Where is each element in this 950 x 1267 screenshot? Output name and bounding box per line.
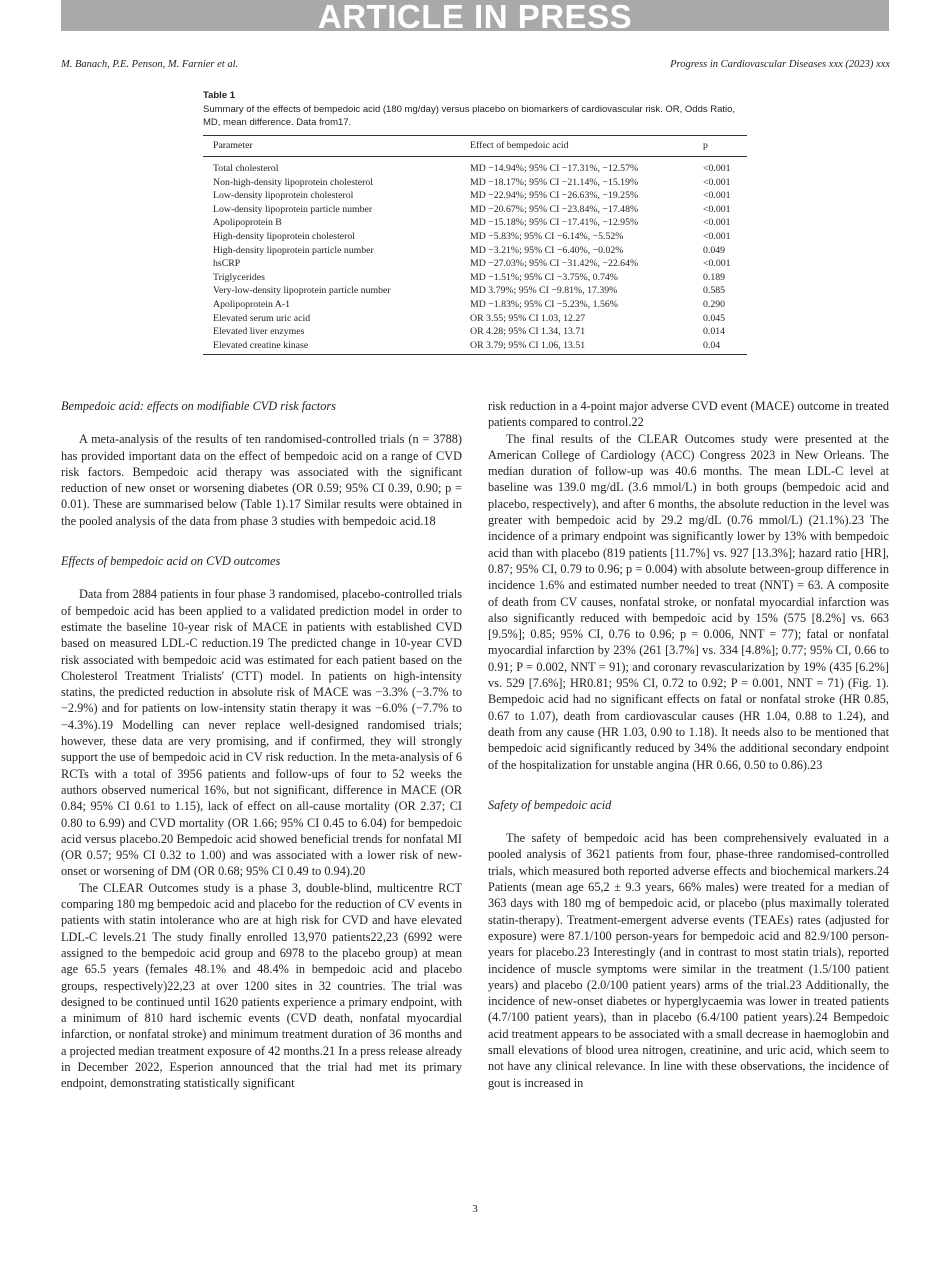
- cell-effect: MD −20.67%; 95% CI −23.84%, −17.48%: [470, 203, 639, 215]
- table-row: [203, 325, 747, 339]
- cell-parameter: Total cholesterol: [213, 163, 279, 174]
- table-1: [203, 90, 747, 355]
- table-row: [203, 257, 747, 271]
- cell-effect: MD −1.51%; 95% CI −3.75%, 0.74%: [470, 271, 618, 283]
- cell-effect: MD −5.83%; 95% CI −6.14%, −5.52%: [470, 230, 624, 242]
- paragraph: risk reduction in a 4-point major adverse CVD event (MACE) outcome in treated patients compared to control.22: [488, 399, 889, 430]
- cell-parameter: Triglycerides: [213, 271, 265, 283]
- cell-effect: OR 3.55; 95% CI 1.03, 12.27: [470, 312, 586, 324]
- cell-p: <0.001: [703, 258, 731, 270]
- left-column: [61, 398, 462, 1092]
- cell-parameter: Elevated serum uric acid: [213, 312, 311, 324]
- header-parameter: Parameter: [203, 136, 470, 157]
- table-row: [203, 230, 747, 244]
- table-row: [203, 298, 747, 312]
- table-row: [203, 284, 747, 298]
- cell-parameter: Very-low-density lipoprotein particle number: [213, 285, 391, 297]
- header-p: p: [703, 136, 747, 157]
- header-effect: Effect of bempedoic acid: [470, 136, 703, 157]
- cell-parameter: Non-high-density lipoprotein cholesterol: [213, 176, 373, 188]
- cell-p: <0.001: [703, 163, 731, 174]
- cell-p: 0.290: [703, 298, 726, 310]
- paragraph: The CLEAR Outcomes study is a phase 3, double-blind, multicentre RCT comparing 180 mg bempedoic acid and placebo for the reduction of CV events in patients with statin intolerance who are at high risk for CVD and have elevated LDL-C levels.21 The study finally enrolled 13,970 patients22,23 (6992 were assigned to the bempedoic acid group and 6978 to the placebo group) at mean age 65.5 years (females 48.1% and 48.4% in bempedoic acid and placebo groups, respectively)22,23 at over 1200 sites in 32 countries. The trial was designed to be continued until 1620 patients experience a primary endpoint, with a minimum of 810 hard ischemic events (CVD death, nonfatal myocardial infarction, or nonfatal stroke) and minimum treatment duration of 36 months and a projected median treatment exposure of 42 months.21 In a press release already in December 2022, Esperion announced that the trial had met its primary endpoint, demonstrating statistically significant: [61, 880, 463, 1091]
- cell-effect: MD −1.83%; 95% CI −5.23%, 1.56%: [470, 298, 618, 310]
- table-row: [203, 312, 747, 326]
- cell-effect: MD −18.17%; 95% CI −21.14%, −15.19%: [470, 176, 639, 188]
- cell-parameter: hsCRP: [213, 258, 241, 270]
- section-heading-safety: Safety of bempedoic acid: [488, 797, 612, 812]
- table-row: [203, 189, 747, 203]
- cell-parameter: Elevated creatine kinase: [213, 339, 309, 351]
- table-caption: Summary of the effects of bempedoic acid (180 mg/day) versus placebo on biomarkers of cardiovascular risk. OR, Odds Ratio, MD, mean difference. Data from17.: [203, 104, 736, 128]
- paragraph: Data from 2884 patients in four phase 3 randomised, placebo-controlled trials of bempedoic acid has been applied to a validated prediction model in order to estimate the baseline 10-year risk of MACE in patients with established CVD based on measured LDL-C reduction.19 The predicted change in 10-year CVD risk associated with bempedoic acid was estimated for each patient based on the Cholesterol Treatment Trialists' (CTT) model. In patients on high-intensity statins, the predicted reduction in absolute risk of MACE was −3.3% (−3.7% to −2.9%) and for patients on low-intensity statin therapy it was −6.0% (−7.7% to −4.3%).19 Modelling can never replace well-designed randomised trials; however, these data are very promising, and if confirmed, they will strongly support the use of bempedoic acid in CV risk reduction. In the meta-analysis of 6 RCTs with a total of 3956 patients and follow-ups of four to 52 weeks the authors observed numerical 16%, but not significant, difference in MACE (OR 0.84; 95% CI 0.61 to 1.15), lack of effect on all-cause mortality (OR 2.37; CI 0.80 to 6.99) and CVD mortality (OR 1.66; 95% CI 0.45 to 6.04) for bempedoic acid versus placebo.20 Bempedoic acid showed beneficial trends for nonfatal MI (OR 0.57; 95% CI 0.32 to 1.00) and was associated with a lower risk of new-onset or worsening of DM (OR 0.68; 95% CI 0.49 to 0.94).20: [61, 587, 462, 879]
- cell-parameter: High-density lipoprotein cholesterol: [213, 230, 356, 242]
- paragraph: The final results of the CLEAR Outcomes study were presented at the American College of Cardiology (ACC) Congress 2023 in New Orleans. The median duration of follow-up was 40.6 months. The mean LDL-C level at baseline was 139.0 mg/dL (3.6 mmol/L) in both groups (bempedoic acid and placebo, respectively), and after 6 months, the absolute reduction in the level was greater with bempedoic acid by 29.2 mg/dL (0.76 mmol/L) (21.1%).23 The incidence of a primary endpoint was significantly lower by 13% with bempedoic acid than with placebo (819 patients [11.7%] vs. 927 [13.3%]; hazard ratio [HR], 0.87; 95% CI, 0.79 to 0.96; p = 0.004) with absolute between-group difference in incidence 1.6% and estimated number needed to treat (NNT) = 63. A composite of death from CV causes, nonfatal stroke, or nonfatal myocardial infarction was also significantly reduced with bempedoic acid by 15% (575 [8.2%] vs. 663 [9.5%]; 0.85; 95% CI, 0.76 to 0.96; p = 0.006, NNT = 77); fatal or nonfatal myocardial infarction by 23% (261 [3.7%] vs. 334 [4.8%]; 0.77; 95% CI, 0.66 to 0.91; P = 0.002, NNT = 91); and coronary revascularization by 19% (435 [6.2%] vs. 529 [7.6%]; HR0.81; 95% CI, 0.72 to 0.92; P = 0.001, NNT = 71) (Fig. 1). Bempedoic acid had no significant effects on fatal or nonfatal stroke (HR 0.85, 0.67 to 1.07), death from cardiovascular causes (HR 1.04, 0.88 to 1.24), and death from any cause (HR 1.03, 0.90 to 1.18). It needs also to be mentioned that bempedoic acid significantly reduced by 34% the additional secondary endpoint of the hospitalization for unstable angina (HR 0.66, 0.50 to 0.86).23: [488, 431, 889, 772]
- cell-p: <0.001: [703, 217, 731, 229]
- biomarker-table: [203, 135, 747, 355]
- table-body: [203, 157, 747, 355]
- paragraph: A meta-analysis of the results of ten randomised-controlled trials (n = 3788) has provided important data on the effect of bempedoic acid on a range of CVD risk factors. Bempedoic acid therapy was associated with the significant reduction of new onset or worsening diabetes (OR 0.59; 95% CI 0.39, 0.90; p = 0.01). These are summarised below (Table 1).17 Similar results were obtained in the pooled analysis of the data from phase 3 studies with bempedoic acid.18: [61, 432, 462, 528]
- table-row: [203, 203, 747, 217]
- table-row: [203, 176, 747, 190]
- cell-p: 0.045: [703, 312, 726, 324]
- right-column: [488, 398, 889, 1091]
- cell-parameter: High-density lipoprotein particle number: [213, 244, 374, 256]
- running-head-journal: Progress in Cardiovascular Diseases xxx (2023) xxx: [670, 59, 890, 70]
- cell-effect: MD 3.79%; 95% CI −9.81%, 17.39%: [470, 285, 618, 297]
- cell-parameter: Apolipoprotein B: [213, 217, 282, 229]
- cell-effect: MD −22.94%; 95% CI −26.63%, −19.25%: [470, 190, 639, 202]
- cell-effect: MD −14.94%; 95% CI −17.31%, −12.57%: [470, 163, 639, 174]
- article-in-press-banner: ARTICLE IN PRESS: [61, 0, 889, 31]
- cell-parameter: Low-density lipoprotein particle number: [213, 203, 373, 215]
- section-heading-cvd-outcomes: Effects of bempedoic acid on CVD outcomes: [61, 554, 281, 569]
- cell-effect: OR 3.79; 95% CI 1.06, 13.51: [470, 339, 586, 351]
- cell-p: <0.001: [703, 190, 731, 202]
- cell-p: <0.001: [703, 230, 731, 242]
- cell-p: 0.189: [703, 271, 726, 283]
- table-row: [203, 157, 747, 176]
- section-heading-risk-factors: Bempedoic acid: effects on modifiable CVD risk factors: [61, 399, 336, 413]
- page-number: 3: [472, 1203, 478, 1215]
- cell-p: 0.04: [703, 339, 721, 351]
- cell-effect: MD −3.21%; 95% CI −6.40%, −0.02%: [470, 244, 624, 256]
- table-row: [203, 339, 747, 355]
- table-label: Table 1: [203, 90, 236, 101]
- cell-effect: MD −15.18%; 95% CI −17.41%, −12.95%: [470, 217, 639, 229]
- running-head-authors: M. Banach, P.E. Penson, M. Farnier et al.: [61, 59, 239, 70]
- cell-parameter: Low-density lipoprotein cholesterol: [213, 190, 354, 202]
- cell-p: 0.014: [703, 326, 726, 338]
- cell-p: <0.001: [703, 176, 731, 188]
- table-header-row: [203, 136, 747, 157]
- table-row: [203, 244, 747, 258]
- cell-p: <0.001: [703, 203, 731, 215]
- table-row: [203, 271, 747, 285]
- cell-p: 0.585: [703, 285, 726, 297]
- cell-effect: OR 4.28; 95% CI 1.34, 13.71: [470, 326, 586, 338]
- cell-parameter: Apolipoprotein A-1: [213, 298, 291, 310]
- table-row: [203, 216, 747, 230]
- paragraph: The safety of bempedoic acid has been comprehensively evaluated in a pooled analysis of 3621 patients from four, phase-three randomised-controlled trials, which measured both reported adverse effects and biochemical markers.24 Patients (mean age 65,2 ± 9.3 years, 66% males) were treated for a median of 363 days with 180 mg of bempedoic acid, or placebo (plus maximally tolerated statin-therapy). Treatment-emergent adverse events (TEAEs) rates (adjusted for exposure) were 87.1/100 person-years for bempedoic acid and 82.9/100 person-years for placebo.23 Interestingly (and in contrast to most statin trials), reported incidence of muscle symptoms were similar in the treatment (1.5/100 patient years) and placebo (2.0/100 patient years) arms of the trial.23 Additionally, the incidence of new-onset diabetes or hyperglycaemia was lower in treated patients (4.7/100 patient years), than in placebo (6.4/100 patient years).24 Bempedoic acid treatment appears to be associated with a small decrease in haemoglobin and small elevations of blood urea nitrogen, creatinine, and uric acid, which seem to not have any clinical relevance. In line with these observations, the incidence of gout is increased in: [488, 831, 889, 1090]
- cell-effect: MD −27.03%; 95% CI −31.42%, −22.64%: [470, 258, 639, 270]
- cell-parameter: Elevated liver enzymes: [213, 326, 305, 338]
- cell-p: 0.049: [703, 244, 726, 256]
